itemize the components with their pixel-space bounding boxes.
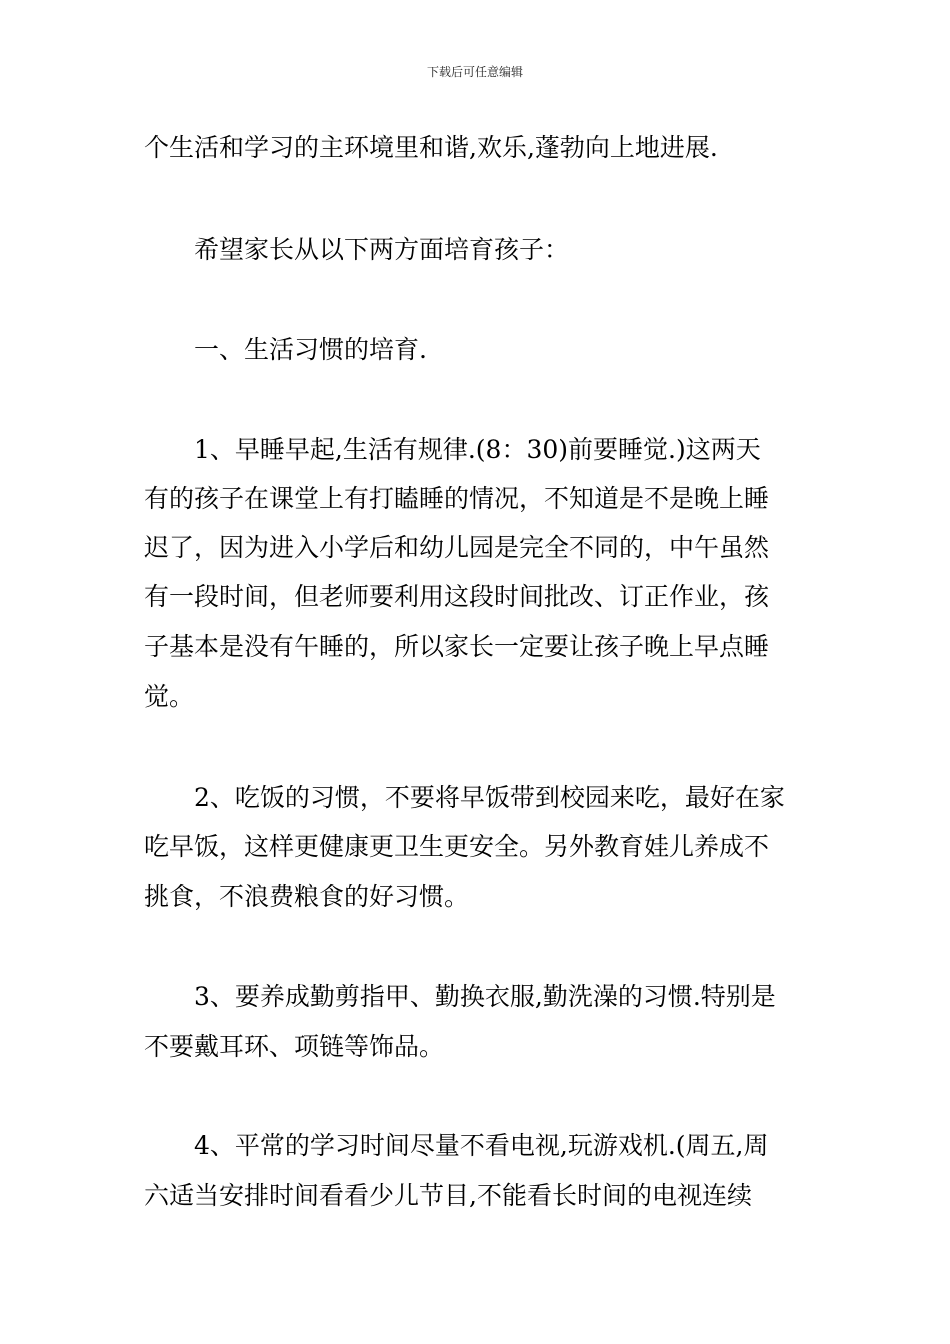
text-line: 不要戴耳环、项链等饰品。 [144, 1032, 445, 1061]
page-header: 下载后可任意编辑 [426, 65, 523, 79]
text-line: 1、早睡早起,生活有规律.(8：30)前要睡觉.)这两天 [194, 435, 761, 464]
text-line: 2、吃饭的习惯，不要将早饭带到校园来吃，最好在家 [194, 783, 785, 812]
text-line: 希望家长从以下两方面培育孩子： [194, 235, 570, 264]
text-line: 子基本是没有午睡的，所以家长一定要让孩子晚上早点睡 [144, 632, 770, 661]
text-line: 个生活和学习的主环境里和谐,欢乐,蓬勃向上地进展. [144, 133, 718, 162]
text-line: 吃早饭，这样更健康更卫生更安全。另外教育娃儿养成不 [144, 832, 770, 861]
text-line: 4、平常的学习时间尽量不看电视,玩游戏机.(周五,周 [194, 1131, 769, 1160]
text-line: 觉。 [144, 682, 195, 711]
text-line: 挑食，不浪费粮食的好习惯。 [144, 882, 470, 911]
text-line: 有一段时间，但老师要利用这段时间批改、订正作业，孩 [144, 582, 770, 611]
text-line: 迟了，因为进入小学后和幼儿园是完全不同的，中午虽然 [144, 533, 770, 562]
text-line: 六适当安排时间看看少儿节目,不能看长时间的电视连续 [144, 1181, 752, 1210]
text-line: 3、要养成勤剪指甲、勤换衣服,勤洗澡的习惯.特别是 [194, 982, 776, 1011]
text-line: 有的孩子在课堂上有打瞌睡的情况，不知道是不是晚上睡 [144, 484, 770, 513]
section-heading: 一、生活习惯的培育. [194, 335, 427, 364]
